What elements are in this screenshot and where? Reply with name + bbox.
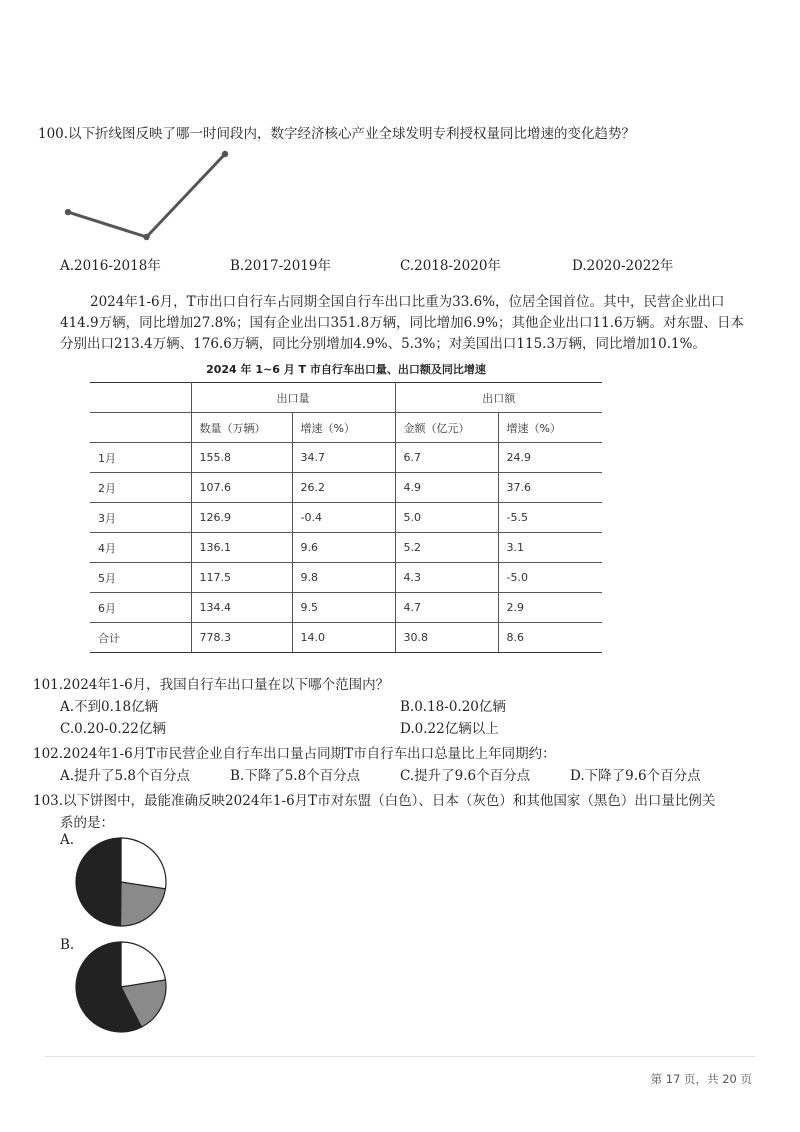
q103-pie-a[interactable] xyxy=(72,835,172,929)
table-row xyxy=(90,533,602,563)
table-group-header: 出口量 xyxy=(191,383,395,413)
q100-option-c[interactable]: C.2018-2020年 xyxy=(400,258,501,274)
q102-option-c[interactable]: C.提升了9.6个百分点 xyxy=(400,768,531,784)
table-cell: 4.7 xyxy=(395,593,498,623)
page-number: 第 17 页，共 20 页 xyxy=(650,1072,752,1086)
table-cell: 4月 xyxy=(90,533,191,563)
table-cell: 2.9 xyxy=(498,593,602,623)
q101-option-d[interactable]: D.0.22亿辆以上 xyxy=(400,721,499,737)
table-cell: 5.0 xyxy=(395,503,498,533)
table-cell: 5.2 xyxy=(395,533,498,563)
table-cell: 3月 xyxy=(90,503,191,533)
table-sub-header: 金额（亿元） xyxy=(395,413,498,443)
table-cell: 9.8 xyxy=(292,563,395,593)
table-row xyxy=(90,563,602,593)
q103-pie-b[interactable] xyxy=(72,939,172,1035)
q102-option-b[interactable]: B.下降了5.8个百分点 xyxy=(230,768,361,784)
table-cell: 6月 xyxy=(90,593,191,623)
table-cell: 30.8 xyxy=(395,623,498,653)
question-101-stem: 101.2024年1-6月，我国自行车出口量在以下哪个范围内？ xyxy=(33,677,390,693)
table-cell: 1月 xyxy=(90,443,191,473)
footer-divider xyxy=(45,1056,755,1057)
table-cell: 5月 xyxy=(90,563,191,593)
table-cell: 4.3 xyxy=(395,563,498,593)
table-cell: -5.0 xyxy=(498,563,602,593)
table-cell: 117.5 xyxy=(191,563,292,593)
table-cell: 9.6 xyxy=(292,533,395,563)
table-cell: 26.2 xyxy=(292,473,395,503)
q100-line-point xyxy=(222,151,228,157)
question-100-stem: 100.以下折线图反映了哪一时间段内，数字经济核心产业全球发明专利授权量同比增速的变化趋势？ xyxy=(38,126,636,142)
table-sub-header: 增速（%） xyxy=(498,413,602,443)
passage-line-1: 2024年1-6月，T市出口自行车占同期全国自行车出口比重为33.6%，位居全国首位。其中，民营企业出口 xyxy=(90,294,725,310)
pie-slice xyxy=(121,942,165,987)
table-cell: 778.3 xyxy=(191,623,292,653)
table-cell: -5.5 xyxy=(498,503,602,533)
table-row xyxy=(90,503,602,533)
table-cell: 24.9 xyxy=(498,443,602,473)
q100-line-point xyxy=(65,209,71,215)
q101-option-a[interactable]: A.不到0.18亿辆 xyxy=(60,699,159,715)
passage-line-3: 分别出口213.4万辆、176.6万辆，同比分别增加4.9%、5.3%；对美国出口115.3万辆，同比增加10.1%。 xyxy=(60,336,706,352)
pie-slice xyxy=(120,882,165,926)
table-cell: 4.9 xyxy=(395,473,498,503)
table-cell: 合计 xyxy=(90,623,191,653)
table-group-header-row xyxy=(90,383,602,413)
pie-slice xyxy=(76,838,121,926)
table-cell: 6.7 xyxy=(395,443,498,473)
table-row xyxy=(90,473,602,503)
table-cell: 2月 xyxy=(90,473,191,503)
table-cell: 3.1 xyxy=(498,533,602,563)
q100-option-d[interactable]: D.2020-2022年 xyxy=(572,258,674,274)
table-corner-cell xyxy=(90,383,191,413)
table-sub-header: 增速（%） xyxy=(292,413,395,443)
table-cell: 126.9 xyxy=(191,503,292,533)
table-cell: 155.8 xyxy=(191,443,292,473)
q100-line-series xyxy=(68,154,225,237)
passage-line-2: 414.9万辆，同比增加27.8%；国有企业出口351.8万辆，同比增加6.9%；其他企业出口11.6万辆。对东盟、日本 xyxy=(60,315,745,331)
q101-option-c[interactable]: C.0.20-0.22亿辆 xyxy=(60,721,166,737)
table-cell: 107.6 xyxy=(191,473,292,503)
table-corner-cell xyxy=(90,413,191,443)
q101-option-b[interactable]: B.0.18-0.20亿辆 xyxy=(400,699,506,715)
table-title: 2024 年 1~6 月 T 市自行车出口量、出口额及同比增速 xyxy=(206,363,486,376)
table-cell: 9.5 xyxy=(292,593,395,623)
q103-option-a-label[interactable]: A. xyxy=(60,832,75,848)
table-cell: 8.6 xyxy=(498,623,602,653)
passage xyxy=(60,292,750,355)
q102-option-d[interactable]: D.下降了9.6个百分点 xyxy=(570,768,701,784)
table-cell: -0.4 xyxy=(292,503,395,533)
export-table xyxy=(90,382,602,653)
table-sub-header-row xyxy=(90,413,602,443)
q100-line-point xyxy=(143,234,149,240)
q100-line-chart xyxy=(55,140,245,255)
table-group-header: 出口额 xyxy=(395,383,602,413)
table-cell: 14.0 xyxy=(292,623,395,653)
table-total-row xyxy=(90,623,602,653)
table-sub-header: 数量（万辆） xyxy=(191,413,292,443)
q102-option-a[interactable]: A.提升了5.8个百分点 xyxy=(60,768,191,784)
pie-slice xyxy=(121,838,166,889)
table-cell: 136.1 xyxy=(191,533,292,563)
question-102-stem: 102.2024年1-6月T市民营企业自行车出口量占同期T市自行车出口总量比上年同期约： xyxy=(33,746,556,762)
table-cell: 134.4 xyxy=(191,593,292,623)
q100-option-a[interactable]: A.2016-2018年 xyxy=(60,258,161,274)
table-row xyxy=(90,443,602,473)
table-cell: 34.7 xyxy=(292,443,395,473)
table-row xyxy=(90,593,602,623)
question-103-stem-line-2: 系的是： xyxy=(60,815,114,831)
q103-option-b-label[interactable]: B. xyxy=(60,937,75,953)
table-cell: 37.6 xyxy=(498,473,602,503)
q100-option-b[interactable]: B.2017-2019年 xyxy=(230,258,331,274)
question-103-stem-line-1: 103.以下饼图中，最能准确反映2024年1-6月T市对东盟（白色）、日本（灰色）和其他国家（黑色）出口量比例关 xyxy=(33,793,716,809)
